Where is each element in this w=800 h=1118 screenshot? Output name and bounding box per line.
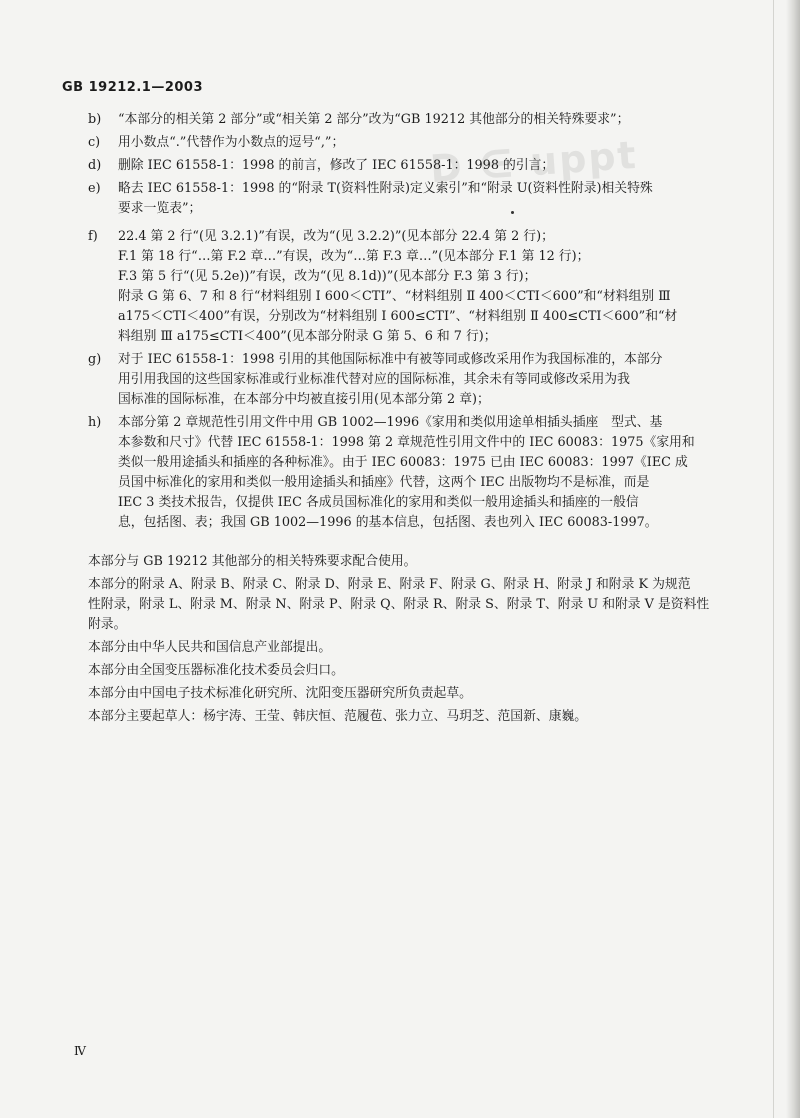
foreword-paragraphs [88, 552, 728, 730]
item-line: 料组别 Ⅲ a175≤CTI＜400”(见本部分附录 G 第 5、6 和 7 行)； [118, 329, 497, 344]
paragraph-line: 本部分由中国电子技术标准化研究所、沈阳变压器研究所负责起草。 [88, 686, 472, 701]
paragraph-line: 本部分主要起草人：杨宇涛、王莹、韩庆恒、范履苞、张力立、马玥芝、范国新、康巍。 [88, 709, 588, 724]
item-line: 要求一览表”； [118, 201, 202, 216]
list-item-h [88, 413, 708, 533]
page-number: Ⅳ [74, 1044, 86, 1058]
item-line: IEC 3 类技术报告，仅提供 IEC 各成员国标准化的家用和类似一般用途插头和插座的一般信 [118, 495, 639, 510]
list-item-c [88, 133, 708, 153]
item-marker: e) [88, 181, 101, 196]
list-item-d [88, 156, 708, 176]
item-line: “本部分的相关第 2 部分”或“相关第 2 部分”改为“GB 19212 其他部分的相关特殊要求”； [118, 112, 630, 127]
item-line: 国标准的国际标准，在本部分中均被直接引用(见本部分第 2 章)； [118, 392, 490, 407]
item-line: 对于 IEC 61558-1：1998 引用的其他国际标准中有被等同或修改采用作为我国标准的，本部分 [118, 352, 663, 367]
paragraph-line: 本部分的附录 A、附录 B、附录 C、附录 D、附录 E、附录 F、附录 G、附录 H、附录 J 和附录 K 为规范 [88, 577, 691, 592]
item-line: 附录 G 第 6、7 和 8 行“材料组别 Ⅰ 600＜CTI”、“材料组别 Ⅱ 400＜CTI＜600”和“材料组别 Ⅲ [118, 289, 671, 304]
paragraph-proposer [88, 638, 728, 658]
paragraph-line: 本部分与 GB 19212 其他部分的相关特殊要求配合使用。 [88, 554, 417, 569]
paragraph-usage [88, 552, 728, 572]
item-marker: g) [88, 352, 102, 367]
item-marker: b) [88, 112, 102, 127]
scan-page-edge [786, 0, 800, 1118]
list-item-f [88, 227, 708, 347]
watermark: D ∈ uppt [428, 132, 639, 192]
item-line: F.1 第 18 行“…第 F.2 章…”有误，改为“…第 F.3 章…”(见本部分 F.1 第 12 行)； [118, 249, 590, 264]
item-line: a175＜CTI＜400”有误，分别改为“材料组别 Ⅰ 600≤CTI”、“材料组别 Ⅱ 400≤CTI＜600”和“材 [118, 309, 678, 324]
amendment-list [88, 110, 708, 536]
list-item-g [88, 350, 708, 410]
item-line: 息，包括图、表；我国 GB 1002—1996 的基本信息，包括图、表也列入 IEC 60083-1997。 [118, 515, 658, 530]
item-marker: f) [88, 229, 98, 244]
item-marker: c) [88, 135, 101, 150]
item-marker: d) [88, 158, 102, 173]
paragraph-line: 本部分由中华人民共和国信息产业部提出。 [88, 640, 332, 655]
item-line: 删除 IEC 61558-1：1998 的前言，修改了 IEC 61558-1：1998 的引言； [118, 158, 555, 173]
paragraph-line: 本部分由全国变压器标准化技术委员会归口。 [88, 663, 344, 678]
item-line: 用引用我国的这些国家标准或行业标准代替对应的国际标准，其余未有等同或修改采用为我 [118, 372, 630, 387]
item-line: 本部分第 2 章规范性引用文件中用 GB 1002—1996《家用和类似用途单相插头插座 型式、基 [118, 415, 663, 430]
item-line: F.3 第 5 行“(见 5.2e))”有误，改为“(见 8.1d))”(见本部分 F.3 第 3 行)； [118, 269, 537, 284]
item-line: 员国中标准化的家用和类似一般用途插头和插座》代替，这两个 IEC 出版物均不是标准，而是 [118, 475, 650, 490]
paragraph-drafters [88, 707, 728, 727]
paragraph-committee [88, 661, 728, 681]
item-line: 类似一般用途插头和插座的各种标准》。由于 IEC 60083：1975 已由 IEC 60083：1997《IEC 成 [118, 455, 688, 470]
item-line: 用小数点“.”代替作为小数点的逗号“,”； [118, 135, 345, 150]
item-line: 22.4 第 2 行“(见 3.2.1)”有误，改为“(见 3.2.2)”(见本部分 22.4 第 2 行)； [118, 229, 554, 244]
paragraph-line: 附录。 [88, 617, 127, 632]
item-line: 本参数和尺寸》代替 IEC 61558-1：1998 第 2 章规范性引用文件中的 IEC 60083：1975《家用和 [118, 435, 695, 450]
scan-fold-line [773, 0, 774, 1118]
list-item-b [88, 110, 708, 130]
item-marker: h) [88, 415, 102, 430]
list-item-e [88, 179, 708, 219]
paragraph-drafting-orgs [88, 684, 728, 704]
item-line: 略去 IEC 61558-1：1998 的“附录 T(资料性附录)定义索引”和“附录 U(资料性附录)相关特殊 [118, 181, 653, 196]
standard-code-header: GB 19212.1—2003 [62, 80, 203, 95]
paragraph-annexes [88, 575, 728, 635]
paragraph-line: 性附录，附录 L、附录 M、附录 N、附录 P、附录 Q、附录 R、附录 S、附录 T、附录 U 和附录 V 是资料性 [88, 597, 710, 612]
